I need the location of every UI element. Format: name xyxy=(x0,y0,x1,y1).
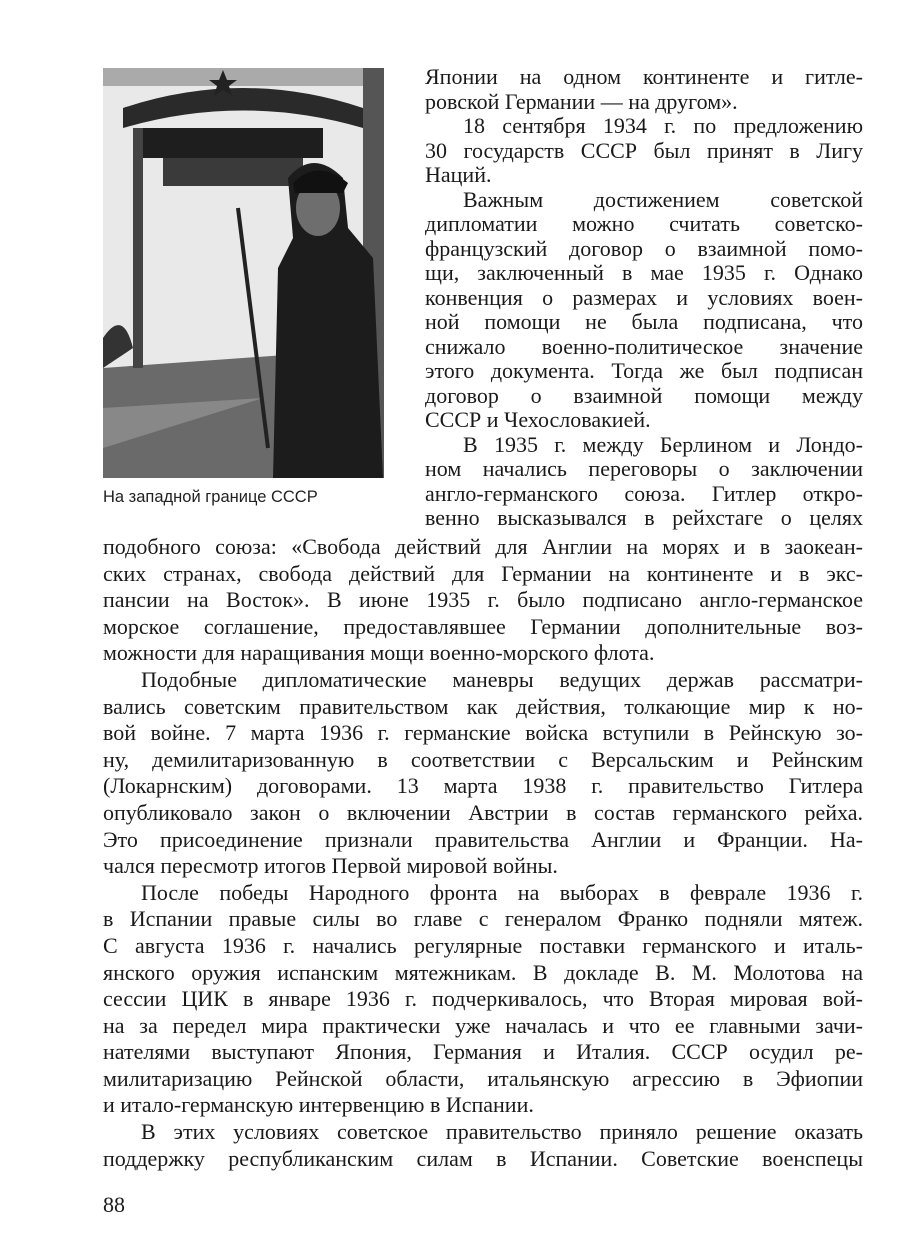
border-guard-photo xyxy=(103,68,384,478)
text-line: вались советским правительством как действия, толкающие мир к но- xyxy=(103,693,863,719)
text-line: СССР и Чехословакией. xyxy=(425,407,651,432)
text-line: французский договор о взаимной помо- xyxy=(425,235,863,261)
text-line: договор о взаимной помощи между xyxy=(425,382,863,408)
text-line: С августа 1936 г. начались регулярные поставки германского и италь- xyxy=(103,932,863,958)
text-line: 30 государств СССР был принят в Лигу xyxy=(425,137,863,163)
text-line: вой войне. 7 марта 1936 г. германские войска вступили в Рейнскую зо- xyxy=(103,720,863,746)
text-line: янского оружия испанским мятежникам. В докладе В. М. Молотова на xyxy=(103,959,863,985)
text-line: (Локарнским) договорами. 13 марта 1938 г. правительство Гитлера xyxy=(103,773,863,799)
text-line: После победы Народного фронта на выборах в феврале 1936 г. xyxy=(141,879,863,905)
text-line: конвенция о размерах и условиях воен- xyxy=(425,284,863,310)
text-line: ну, демилитаризованную в соответствии с Версальским и Рейнским xyxy=(103,746,863,772)
text-line: Подобные дипломатические маневры ведущих держав рассматри- xyxy=(141,666,863,692)
right-column-text xyxy=(425,65,863,531)
text-line: Это присоединение признали правительства Англии и Франции. На- xyxy=(103,826,863,852)
text-line: ровской Германии — на другом». xyxy=(425,88,738,114)
text-line: 18 сентября 1934 г. по предложению xyxy=(463,113,863,138)
text-line: В этих условиях советское правительство приняло решение оказать xyxy=(141,1119,863,1145)
text-line: подобного союза: «Свобода действий для Англии на морях и в заокеан- xyxy=(103,534,863,559)
text-line: поддержку республиканским силам в Испании. Советские военспецы xyxy=(103,1145,863,1171)
text-line: сессии ЦИК в январе 1936 г. подчеркивалось, что Вторая мировая вой- xyxy=(103,986,863,1012)
text-line: англо-германского союза. Гитлер откро- xyxy=(425,480,863,506)
text-line: морское соглашение, предоставлявшее Германии дополнительные воз- xyxy=(103,613,863,639)
text-line: милитаризацию Рейнской области, итальянскую агрессию в Эфиопии xyxy=(103,1065,863,1091)
text-line: ном начались переговоры о заключении xyxy=(425,456,863,481)
text-line: ной помощи не была подписана, что xyxy=(425,309,863,334)
text-line: венно высказывался в рейхстаге о целях xyxy=(425,505,863,530)
text-line: Японии на одном континенте и гитле- xyxy=(425,64,863,89)
text-line: на за передел мира практически уже началась и что ее главными зачи- xyxy=(103,1012,863,1038)
text-line: щи, заключенный в мае 1935 г. Однако xyxy=(425,260,863,285)
photo-illustration xyxy=(103,68,384,478)
text-line: Важным достижением советской xyxy=(463,186,863,212)
page-number: 88 xyxy=(103,1192,125,1217)
text-line: нателями выступают Япония, Германия и Италия. СССР осудил ре- xyxy=(103,1039,863,1065)
text-line: пансии на Восток». В июне 1935 г. было подписано англо-германское xyxy=(103,587,863,613)
text-line: и итало-германскую интервенцию в Испании. xyxy=(103,1092,534,1118)
text-line: в Испании правые силы во главе с генералом Франко подняли мятеж. xyxy=(103,906,863,932)
text-line: Наций. xyxy=(425,162,492,187)
text-line: можности для наращивания мощи военно-морского флота. xyxy=(103,640,655,666)
text-line: чался пересмотр итогов Первой мировой войны. xyxy=(103,853,558,879)
text-line: этого документа. Тогда же был подписан xyxy=(425,358,863,383)
full-width-text xyxy=(103,534,863,1172)
text-line: В 1935 г. между Берлином и Лондо- xyxy=(463,431,863,457)
text-line: дипломатии можно считать советско- xyxy=(425,211,863,236)
text-line: ских странах, свобода действий для Германии на континенте и в экс- xyxy=(103,560,863,586)
text-line: опубликовало закон о включении Австрии в состав германского рейха. xyxy=(103,799,863,825)
text-line: снижало военно-политическое значение xyxy=(425,333,863,359)
photo-caption: На западной границе СССР xyxy=(103,488,318,506)
